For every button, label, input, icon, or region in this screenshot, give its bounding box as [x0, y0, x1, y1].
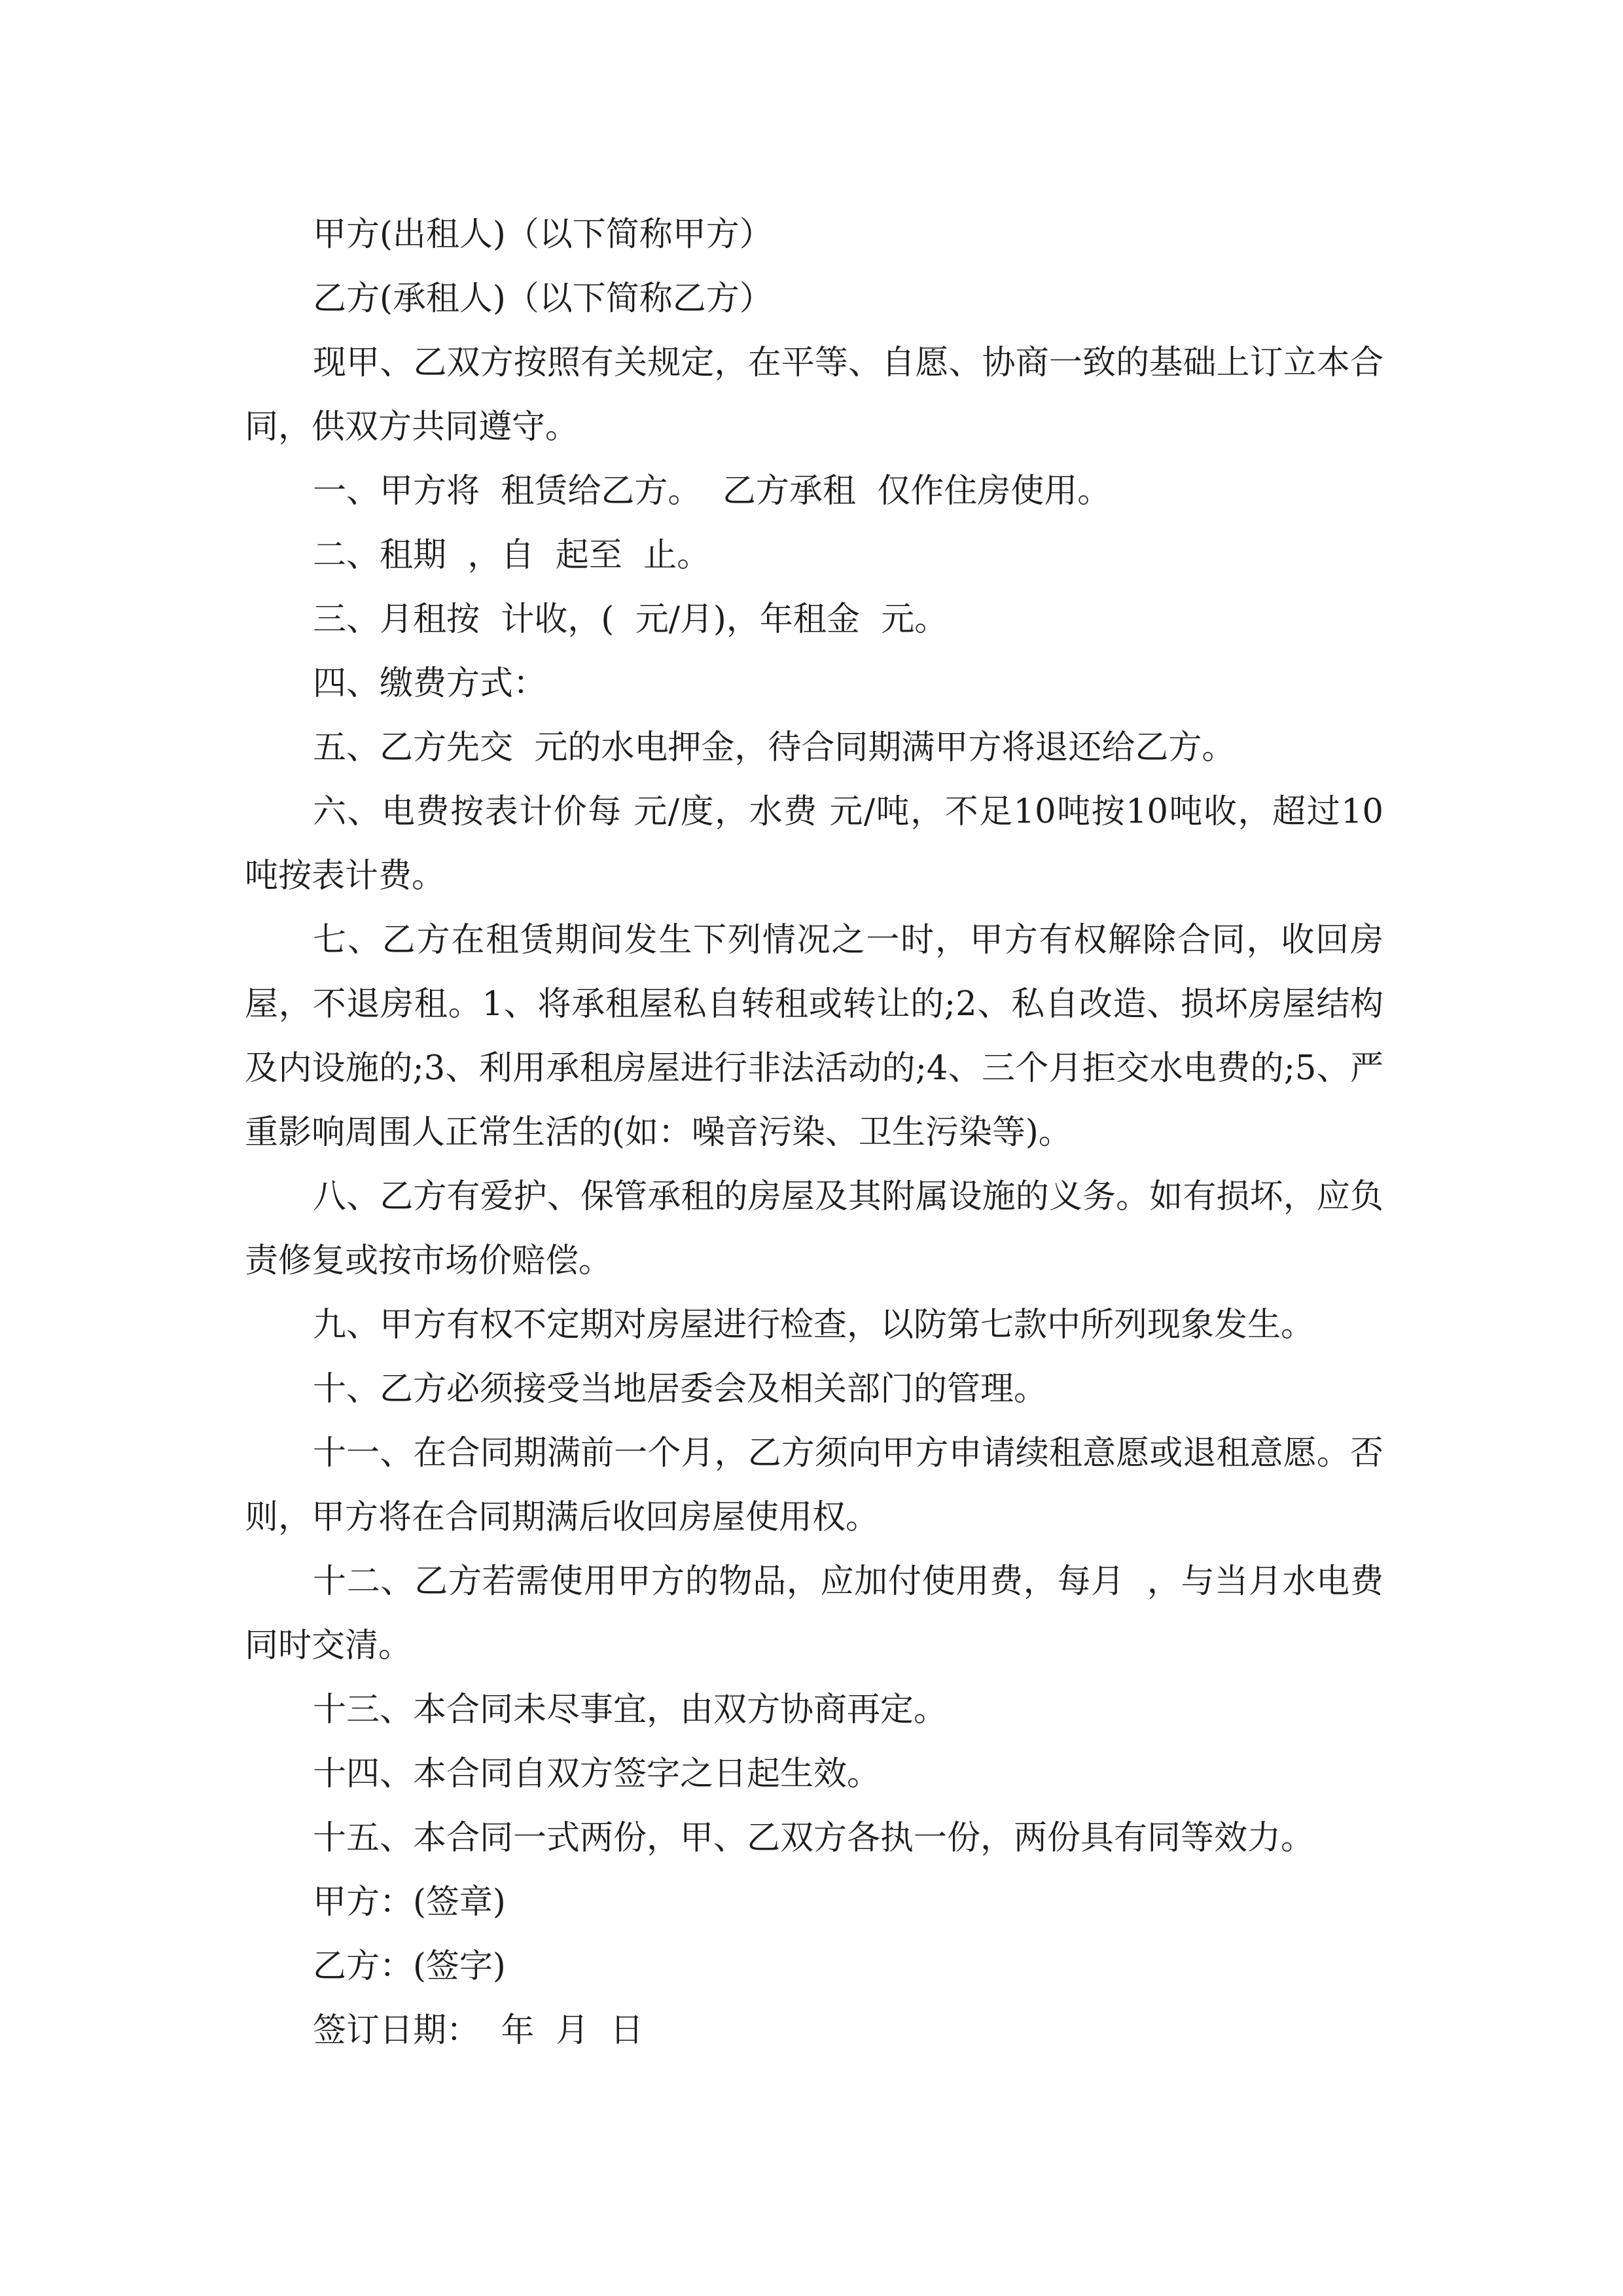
- clause-13: 十三、本合同未尽事宜，由双方协商再定。: [313, 1691, 948, 1729]
- clause-4: 四、缴费方式：: [313, 664, 547, 703]
- clause-14: 十四、本合同自双方签字之日起生效。: [313, 1755, 881, 1793]
- party-b-line: 乙方(承租人)（以下简称乙方）: [313, 279, 773, 318]
- clause-9: 九、甲方有权不定期对房屋进行检查，以防第七款中所列现象发生。: [313, 1306, 1315, 1344]
- clause-11: 十一、在合同期满前一个月，乙方须向甲方申请续租意愿或退租意愿。否则，甲方将在合同期满后收回房屋使用权。: [245, 1434, 1383, 1537]
- clause-15: 十五、本合同一式两份，甲、乙双方各执一份，两份具有同等效力。: [313, 1819, 1315, 1857]
- clause-6: 六、电费按表计价每 元/度，水费 元/吨，不足10吨按10吨收，超过10吨按表计费。: [245, 793, 1383, 895]
- clause-5: 五、乙方先交 元的水电押金，待合同期满甲方将退还给乙方。: [313, 728, 1236, 767]
- clause-2: 二、租期 ，自 起至 止。: [313, 536, 711, 575]
- party-a-signature-line: 甲方：(签章): [313, 1883, 506, 1922]
- party-a-line: 甲方(出租人)（以下简称甲方）: [313, 215, 773, 254]
- clause-1: 一、甲方将 租赁给乙方。 乙方承租 仅作住房使用。: [313, 472, 1111, 511]
- clause-3: 三、月租按 计收，( 元/月)，年租金 元。: [313, 600, 948, 639]
- preamble-paragraph: 现甲、乙双方按照有关规定，在平等、自愿、协商一致的基础上订立本合同，供双方共同遵守。: [245, 344, 1383, 446]
- clause-8: 八、乙方有爱护、保管承租的房屋及其附属设施的义务。如有损坏，应负责修复或按市场价赔偿。: [245, 1177, 1383, 1280]
- party-b-signature-line: 乙方：(签字): [313, 1947, 506, 1986]
- signing-date-line: 签订日期： 年 月 日: [313, 2011, 644, 2050]
- contract-body: [245, 203, 1383, 2063]
- clause-12: 十二、乙方若需使用甲方的物品，应加付使用费，每月 ，与当月水电费同时交清。: [245, 1562, 1383, 1665]
- clause-7: 七、乙方在租赁期间发生下列情况之一时，甲方有权解除合同，收回房屋，不退房租。1、将承租屋私自转租或转让的;2、私自改造、损坏房屋结构及内设施的;3、利用承租房屋进行非法活动的;4、三个月拒交水电费的;5、严重影响周围人正常生活的(如：噪音污染、卫生污染等)。: [245, 921, 1383, 1152]
- clause-10: 十、乙方必须接受当地居委会及相关部门的管理。: [313, 1370, 1048, 1408]
